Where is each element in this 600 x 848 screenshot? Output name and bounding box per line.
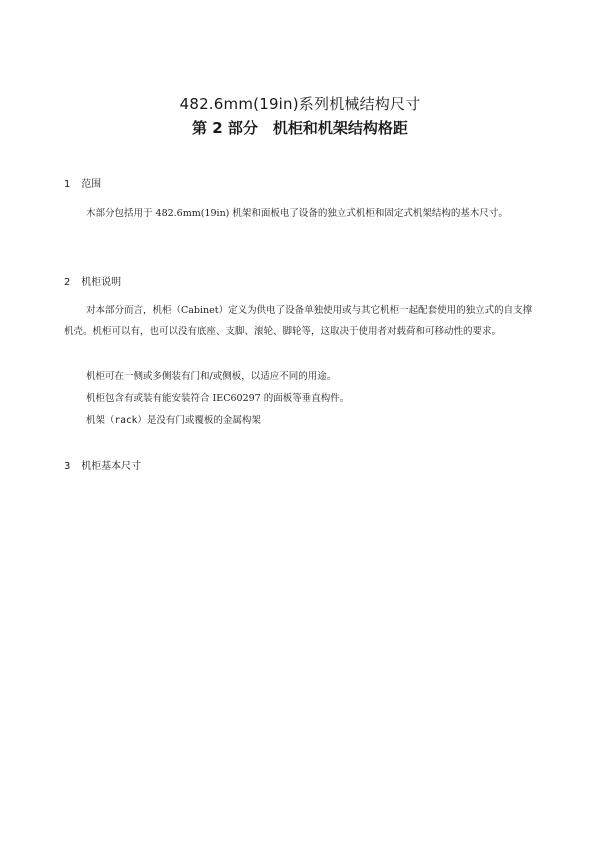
section-1-heading [64,178,101,192]
section-2-line-rack [86,414,261,428]
section-2-number: 2 [64,277,71,288]
rack-term: rack [114,415,138,426]
rack-line-prefix: 机架（ [86,415,115,426]
section-1-number: 1 [64,179,71,190]
title-subtitle: 第 2 部分 机柜和机架结构格距 [192,119,408,137]
section-2-paragraph: 对本部分而言，机柜（Cabinet）定义为供电了设备单独使用或与其它机柜一起配套使用的独立式的自支撑机壳。机柜可以有，也可以没有底座、支脚、滚轮、脚轮等，这取决于使用者对载荷和可移动性的要求。 [64,305,533,337]
section-2-heading [64,276,121,290]
section-2-line-iec: 机柜包含有或装有能安装符合 IEC60297 的面板等垂直构件。 [86,393,350,404]
section-3-number: 3 [64,461,71,472]
document-title [0,92,600,140]
section-2-title: 机柜说明 [81,277,122,288]
rack-line-suffix: ）是没有门或覆板的金属构架 [137,415,261,426]
section-2-line-doors: 机柜可在一侧或多侧装有门和/或侧板，以适应不同的用途。 [86,371,337,382]
section-3-title: 机柜基本尺寸 [81,461,142,472]
section-1-paragraph: 木部分包括用于 482.6mm(19in) 机架和面板电了设备的独立式机柜和固定式机架结构的基木尺寸。 [86,208,508,219]
section-3-heading [64,460,141,474]
title-main: 482.6mm(19in)系列机械结构尺寸 [179,95,421,113]
section-1-title: 范围 [81,179,102,190]
